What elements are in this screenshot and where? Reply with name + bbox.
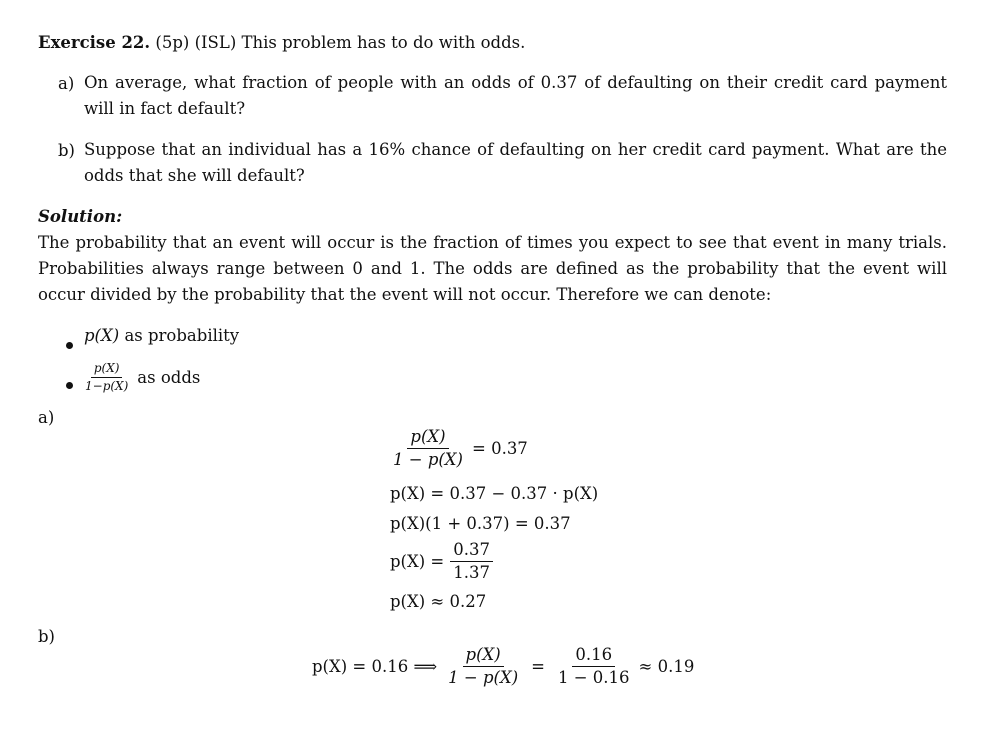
bullet-odds-fraction <box>82 362 131 393</box>
question-a-text: On average, what fraction of people with an odds of 0.37 of defaulting on their credit card payment will in fact default? <box>84 73 947 118</box>
part-a-line-1-rhs: = 0.37 <box>472 439 528 459</box>
part-b-odds-numerator: p(X) <box>463 646 504 667</box>
question-b-marker: b) <box>58 141 75 160</box>
bullet-odds-denominator: 1−p(X) <box>85 379 129 394</box>
part-b-odds-fraction <box>445 646 521 687</box>
bullet-odds <box>82 362 200 393</box>
bullet-odds-text: as odds <box>137 368 201 388</box>
solution-paragraph: The probability that an event will occur is the fraction of times you expect to see that event in many trials. Probabilities always range between 0 and 1. The odds are defined as the probability that the event will occur divided by the probability that the event will not occur. Therefore we can denote: <box>38 233 947 304</box>
part-a-line-1 <box>390 428 528 469</box>
bullet-dot <box>66 334 73 353</box>
bullet-probability <box>84 326 239 345</box>
part-b-equation <box>312 646 694 687</box>
part-a-numerator: p(X) <box>407 428 448 449</box>
part-a-line-5: p(X) ≈ 0.27 <box>390 592 487 611</box>
part-a-line-4-lhs: p(X) = <box>390 552 445 572</box>
part-a-line-4 <box>390 541 493 582</box>
bullet-probability-math: p(X) <box>84 326 120 345</box>
part-b-value-numerator: 0.16 <box>572 646 615 667</box>
part-a-line-4-numerator: 0.37 <box>450 541 493 562</box>
part-a-marker: a) <box>38 408 55 427</box>
question-a-marker: a) <box>58 74 75 93</box>
part-a-line-3: p(X)(1 + 0.37) = 0.37 <box>390 514 571 533</box>
bullet-probability-text: as probability <box>124 326 240 345</box>
part-b-rhs: ≈ 0.19 <box>638 657 695 677</box>
part-a-line-2: p(X) = 0.37 − 0.37 · p(X) <box>390 484 599 503</box>
exercise-text: (5p) (ISL) This problem has to do with odds. <box>155 33 526 52</box>
solution-heading: Solution: <box>38 207 123 226</box>
part-a-odds-fraction <box>390 428 466 469</box>
part-b-value-denominator: 1 − 0.16 <box>557 668 630 688</box>
part-a-line-4-fraction <box>450 541 493 582</box>
question-b-text: Suppose that an individual has a 16% chance of defaulting on her credit card payment. What are the odds that she will default? <box>84 140 947 185</box>
part-b-marker: b) <box>38 627 55 646</box>
part-a-denominator: 1 − p(X) <box>393 450 463 470</box>
bullet-dot <box>66 374 73 393</box>
bullet-odds-numerator: p(X) <box>91 362 123 378</box>
part-b-value-fraction <box>555 646 633 687</box>
exercise-label: Exercise 22. <box>38 33 151 52</box>
part-b-odds-denominator: 1 − p(X) <box>448 668 519 688</box>
part-b-lhs: p(X) = 0.16 ⟹ <box>312 657 438 677</box>
exercise-header <box>38 33 525 52</box>
part-a-line-4-denominator: 1.37 <box>453 563 491 583</box>
part-b-equals: = <box>531 657 545 677</box>
